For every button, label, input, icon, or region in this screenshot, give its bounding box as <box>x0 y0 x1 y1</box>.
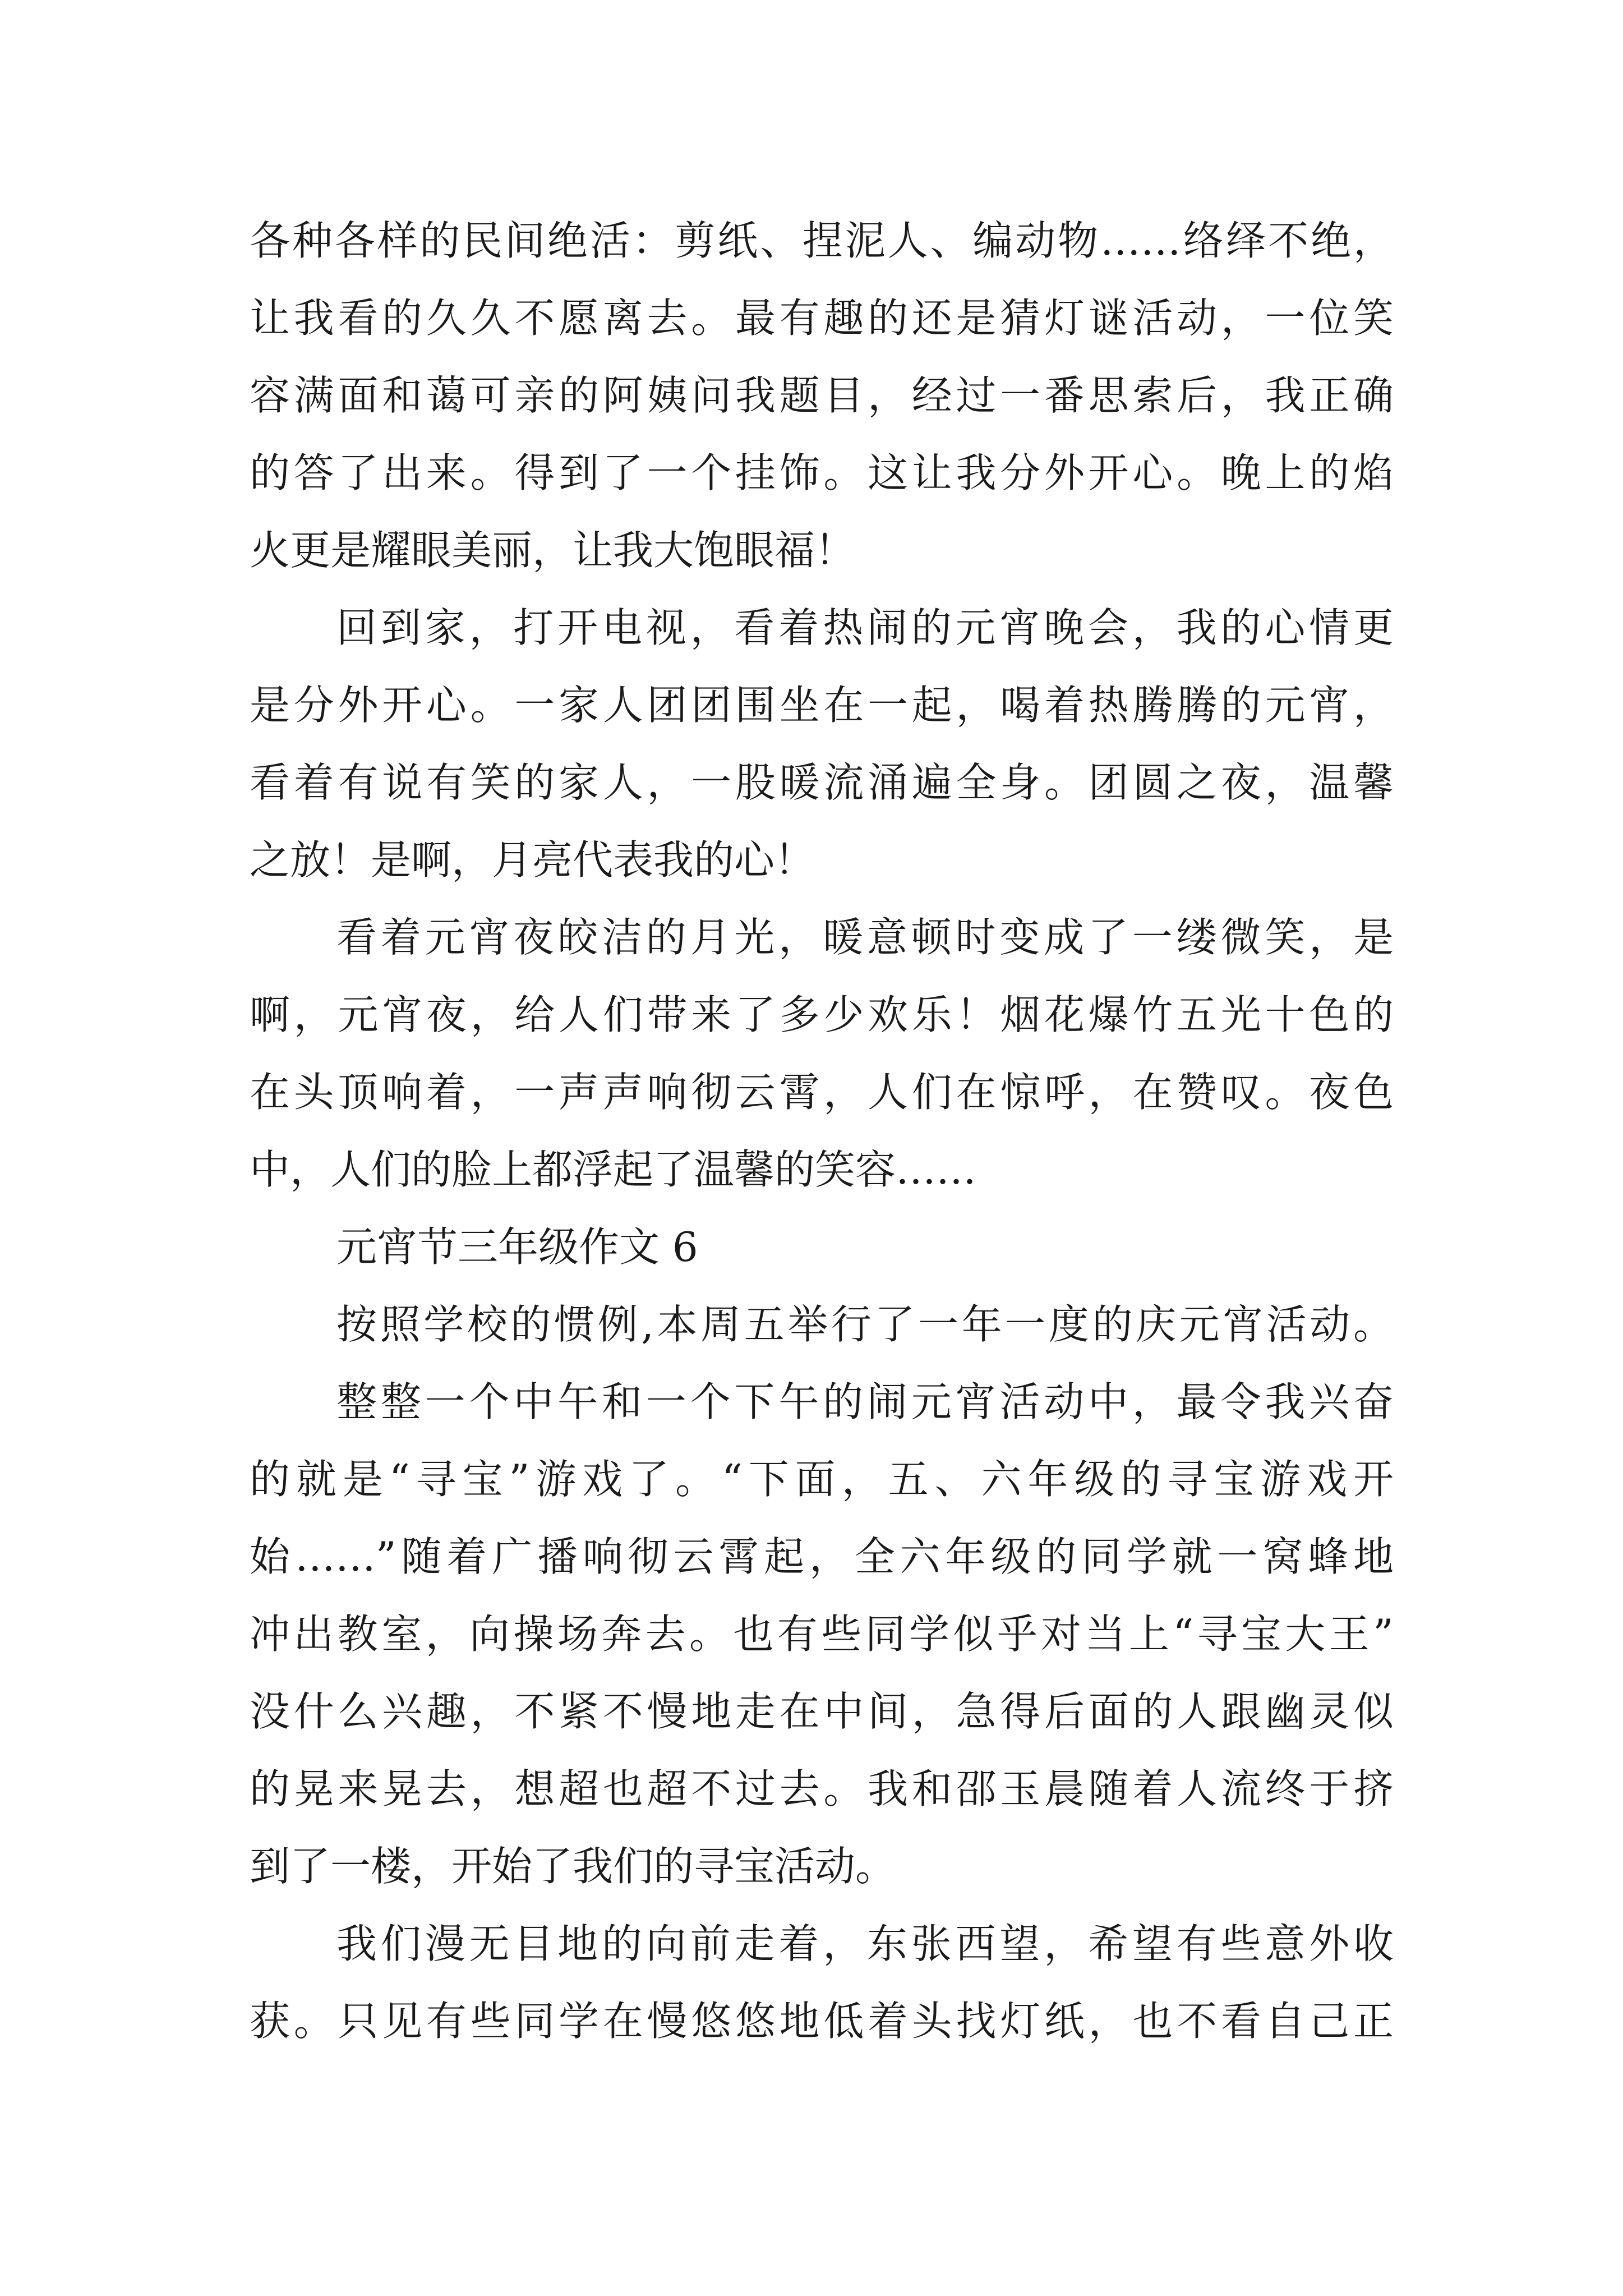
paragraph-first-line: 整整一个中午和一个下午的闹元宵活动中，最令我兴奋 <box>336 1378 1394 1425</box>
text-line: 的晃来晃去，想超也超不过去。我和邵玉晨随着人流终于挤 <box>250 1765 1394 1812</box>
text-line: 获。只见有些同学在慢悠悠地低着头找灯纸，也不看自己正 <box>250 1998 1394 2045</box>
text-line: 之放！是啊，月亮代表我的心！ <box>250 836 815 884</box>
text-line: 到了一楼，开始了我们的寻宝活动。 <box>250 1843 896 1890</box>
text-line: 的答了出来。得到了一个挂饰。这让我分外开心。晚上的焰 <box>250 449 1394 496</box>
text-line: 始……”随着广播响彻云霄起，全六年级的同学就一窝蜂地 <box>250 1533 1394 1580</box>
text-line: 在头顶响着，一声声响彻云霄，人们在惊呼，在赞叹。夜色 <box>250 1069 1394 1116</box>
text-line: 冲出教室，向操场奔去。也有些同学似乎对当上“寻宝大王” <box>250 1611 1394 1658</box>
text-line: 让我看的久久不愿离去。最有趣的还是猜灯谜活动，一位笑 <box>250 295 1394 342</box>
text-line: 是分外开心。一家人团团围坐在一起，喝着热腾腾的元宵， <box>250 682 1394 729</box>
section-heading: 元宵节三年级作文 6 <box>336 1223 698 1271</box>
paragraph-first-line: 回到家，打开电视，看着热闹的元宵晚会，我的心情更 <box>336 604 1394 651</box>
text-line: 的就是“寻宝”游戏了。“下面，五、六年级的寻宝游戏开 <box>250 1456 1394 1503</box>
paragraph-first-line: 我们漫无目地的向前走着，东张西望，希望有些意外收 <box>336 1920 1394 1967</box>
text-line: 啊，元宵夜，给人们带来了多少欢乐！烟花爆竹五光十色的 <box>250 991 1394 1038</box>
text-line: 中，人们的脸上都浮起了温馨的笑容…… <box>250 1146 977 1193</box>
paragraph-first-line: 看着元宵夜皎洁的月光，暖意顿时变成了一缕微笑，是 <box>336 914 1394 961</box>
text-line: 各种各样的民间绝活：剪纸、捏泥人、编动物……络绎不绝， <box>250 217 1394 264</box>
text-line: 看着有说有笑的家人，一股暖流涌遍全身。团圆之夜，温馨 <box>250 759 1394 806</box>
text-line: 没什么兴趣，不紧不慢地走在中间，急得后面的人跟幽灵似 <box>250 1688 1394 1735</box>
text-line: 火更是耀眼美丽，让我大饱眼福！ <box>250 527 856 574</box>
paragraph-first-line: 按照学校的惯例,本周五举行了一年一度的庆元宵活动。 <box>336 1301 1394 1348</box>
text-line: 容满面和蔼可亲的阿姨问我题目，经过一番思索后，我正确 <box>250 372 1394 419</box>
